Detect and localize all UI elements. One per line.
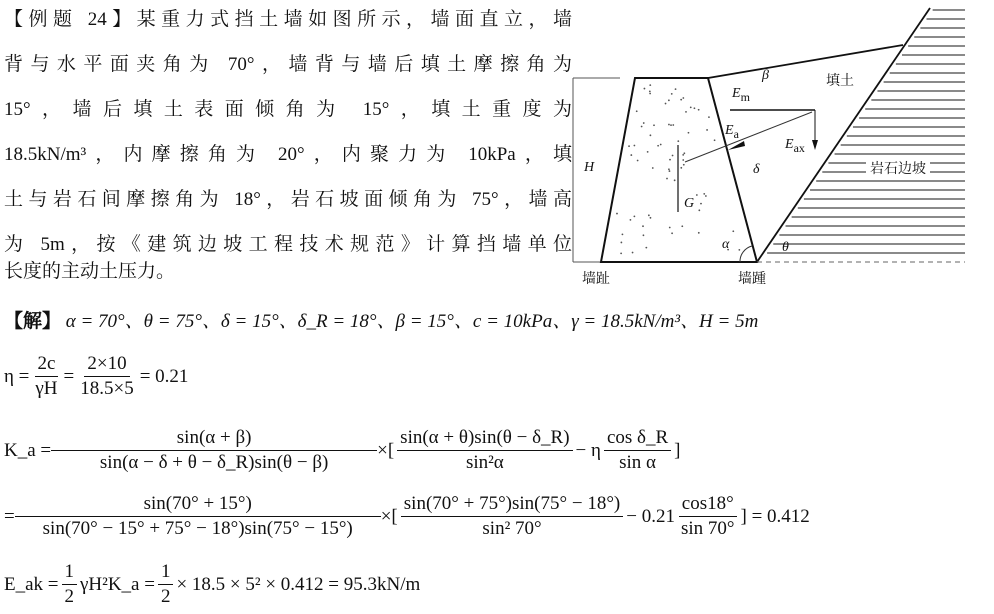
concrete-dot <box>705 195 707 197</box>
denominator: 2 <box>160 586 171 607</box>
concrete-dot <box>677 140 679 142</box>
problem-line: 18.5kN/m³，内摩擦角为 20°，内聚力为 10kPa，填 <box>4 144 572 165</box>
concrete-dot <box>632 252 634 254</box>
numerator: sin(α + β) <box>51 426 377 451</box>
concrete-dot <box>620 242 622 244</box>
concrete-dot <box>698 209 700 211</box>
concrete-dot <box>714 139 716 141</box>
numerator: 1 <box>158 560 174 585</box>
concrete-dot <box>732 230 734 232</box>
givens-line <box>4 306 758 333</box>
concrete-dot <box>636 110 638 112</box>
concrete-dot <box>669 227 671 229</box>
numerator: sin(70° + 15°) <box>15 492 381 517</box>
numerator: sin(70° + 75°)sin(75° − 18°) <box>401 492 623 517</box>
eq-text: η = <box>4 365 30 387</box>
concrete-dot <box>649 90 651 92</box>
eq-text: − 0.21 <box>626 505 675 527</box>
concrete-dot <box>688 132 690 134</box>
height-label: H <box>584 160 595 175</box>
concrete-dot <box>694 107 696 109</box>
concrete-dot <box>683 164 685 166</box>
denominator: 18.5×5 <box>80 378 134 399</box>
eax-label: $E_{ax}$ <box>785 137 805 155</box>
concrete-dot <box>681 225 683 227</box>
concrete-dot <box>648 214 650 216</box>
concrete-dot <box>649 93 651 95</box>
concrete-dot <box>671 93 673 95</box>
denominator: sin² 70° <box>482 518 542 539</box>
concrete-dot <box>647 151 649 153</box>
numerator: 1 <box>62 560 78 585</box>
eq-text: γH²K_a = <box>80 573 155 595</box>
fill-label: 填土 <box>826 74 854 89</box>
solution-heading: 【解】 <box>4 311 62 332</box>
concrete-dot <box>630 154 632 156</box>
concrete-dot <box>653 124 655 126</box>
concrete-dot <box>698 109 700 111</box>
concrete-dot <box>668 168 670 170</box>
concrete-dot <box>616 213 618 215</box>
concrete-dot <box>685 111 687 113</box>
concrete-dot <box>682 159 684 161</box>
problem-line: 长度的主动土压力。 <box>4 261 176 282</box>
concrete-dot <box>633 145 635 147</box>
concrete-dot <box>660 144 662 146</box>
eq-text: K_a = <box>4 439 52 461</box>
toe-label: 墙趾 <box>582 272 610 287</box>
problem-line: 【例题 24】某重力式挡土墙如图所示，墙面直立，墙 <box>4 9 572 30</box>
concrete-dot <box>698 232 700 234</box>
eq-text: ] = 0.412 <box>740 505 810 527</box>
concrete-dot <box>650 217 652 219</box>
concrete-dot <box>682 97 684 99</box>
delta-label: δ <box>753 162 760 177</box>
denominator: sin α <box>619 452 656 473</box>
eak-equation <box>4 560 420 609</box>
concrete-dot <box>650 134 652 136</box>
denominator: sin 70° <box>680 518 735 539</box>
concrete-dot <box>644 88 646 90</box>
em-label: $E_m$ <box>732 86 750 104</box>
concrete-dot <box>657 145 659 147</box>
concrete-dot <box>628 145 630 147</box>
problem-line: 为 5m，按《建筑边坡工程技术规范》计算挡墙单位 <box>4 234 572 255</box>
eq-text: × 18.5 × 5² × 0.412 = 95.3kN/m <box>176 573 421 595</box>
concrete-dot <box>668 99 670 101</box>
concrete-dot <box>622 234 624 236</box>
concrete-dot <box>683 152 685 154</box>
concrete-dot <box>670 124 672 126</box>
numerator: cos18° <box>679 492 737 517</box>
eta-equation <box>4 352 188 401</box>
alpha-label: α <box>722 237 730 252</box>
rock-slope-label: 岩石边坡 <box>866 158 930 178</box>
ka-numeric-equation <box>4 492 810 541</box>
concrete-dot <box>700 203 702 205</box>
wall-outline <box>601 78 757 262</box>
concrete-dot <box>641 126 643 128</box>
problem-line: 土与岩石间摩擦角为 18°，岩石坡面倾角为 75°，墙高 <box>4 189 572 210</box>
concrete-dot <box>703 193 705 195</box>
concrete-dot <box>637 160 639 162</box>
concrete-dot <box>706 129 708 131</box>
concrete-dot <box>680 99 682 101</box>
denominator: sin(70° − 15° + 75° − 18°)sin(75° − 15°) <box>42 518 353 539</box>
problem-line: 背与水平面夹角为 70°，墙背与墙后填土摩擦角为 <box>4 54 572 75</box>
concrete-dot <box>675 88 677 90</box>
concrete-dot <box>680 167 682 169</box>
concrete-dot <box>643 122 645 124</box>
eq-text: ×[ <box>380 505 398 527</box>
fill-surface <box>708 45 903 78</box>
concrete-dot <box>671 232 673 234</box>
ka-equation <box>4 426 680 475</box>
givens: α = 70°、θ = 75°、δ = 15°、δ_R = 18°、β = 15°、c = 10kPa、γ = 18.5kN/m³、H = 5m <box>65 311 759 332</box>
concrete-dot <box>672 124 674 126</box>
numerator: 2c <box>35 352 59 377</box>
concrete-dot <box>652 167 654 169</box>
theta-label: θ <box>782 240 789 255</box>
denominator: sin(α − δ + θ − δ_R)sin(θ − β) <box>99 452 329 473</box>
heel-label: 墙踵 <box>738 272 766 287</box>
concrete-dot <box>696 194 698 196</box>
concrete-dot <box>665 103 667 105</box>
denominator: γH <box>35 378 58 399</box>
concrete-dot <box>633 215 635 217</box>
weight-label: G <box>684 196 695 211</box>
concrete-dot <box>649 84 651 86</box>
concrete-dot <box>630 219 632 221</box>
denominator: sin²α <box>465 452 504 473</box>
concrete-dot <box>682 154 684 156</box>
denominator: 2 <box>64 586 75 607</box>
concrete-dot <box>674 179 676 181</box>
concrete-dot <box>672 155 674 157</box>
concrete-dot <box>620 252 622 254</box>
rock-slope-line <box>757 8 930 262</box>
numerator: 2×10 <box>84 352 129 377</box>
numerator: cos δ_R <box>604 426 671 451</box>
beta-label: β <box>762 68 769 83</box>
problem-line: 15°，墙后填土表面倾角为 15°，填土重度为 <box>4 99 572 120</box>
concrete-dot <box>666 178 668 180</box>
concrete-dot <box>669 170 671 172</box>
eq-text: ×[ <box>377 439 395 461</box>
numerator: sin(α + θ)sin(θ − δ_R) <box>397 426 572 451</box>
eq-text: − η <box>575 439 601 461</box>
concrete-dot <box>738 249 740 251</box>
ea-label: $E_a$ <box>725 123 739 141</box>
eq-text: = 0.21 <box>139 365 189 387</box>
concrete-dot <box>669 159 671 161</box>
eq-text: = <box>4 505 15 527</box>
concrete-dot <box>668 124 670 126</box>
concrete-dot <box>645 247 647 249</box>
eq-text: ] <box>674 439 681 461</box>
eq-text: = <box>63 365 75 387</box>
concrete-dot <box>708 116 710 118</box>
concrete-dot <box>643 234 645 236</box>
concrete-dot <box>642 225 644 227</box>
eq-text: E_ak = <box>4 573 59 595</box>
concrete-dot <box>690 107 692 109</box>
